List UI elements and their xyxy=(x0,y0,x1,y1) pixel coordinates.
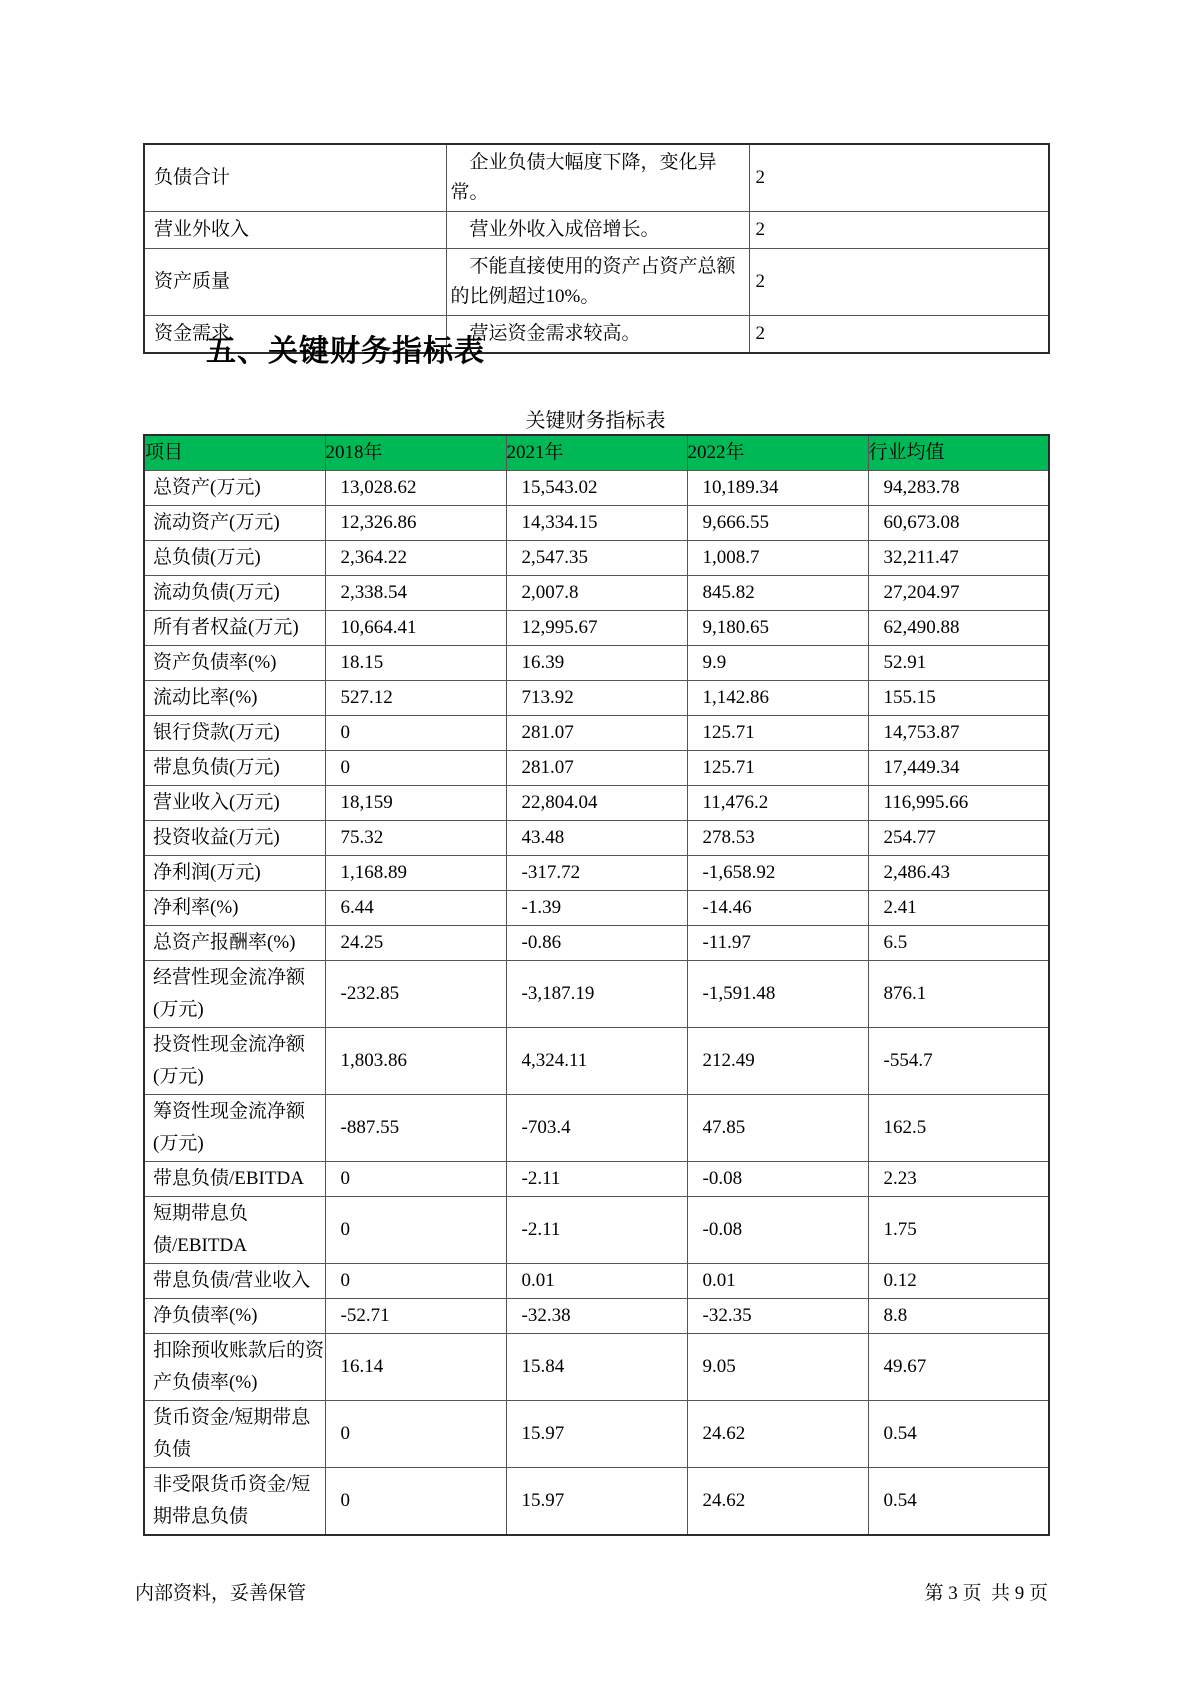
value-2021-cell: 2,007.8 xyxy=(506,576,687,611)
table-row xyxy=(144,646,1049,681)
indicator-label-cell: 总资产报酬率(%) xyxy=(144,926,325,961)
table-row xyxy=(144,1401,1049,1468)
value-2018-cell: -232.85 xyxy=(325,961,506,1028)
value-2022-cell: 9.9 xyxy=(687,646,868,681)
value-2021-cell: 12,995.67 xyxy=(506,611,687,646)
value-2018-cell: 0 xyxy=(325,1401,506,1468)
table-row xyxy=(144,1162,1049,1197)
industry-average-cell: 254.77 xyxy=(868,821,1049,856)
value-2021-cell: -3,187.19 xyxy=(506,961,687,1028)
value-2021-cell: -2.11 xyxy=(506,1162,687,1197)
risk-score-cell: 2 xyxy=(749,249,1049,316)
confidentiality-notice: 内部资料，妥善保管 xyxy=(135,1583,307,1604)
value-2021-cell: 15,543.02 xyxy=(506,471,687,506)
value-2022-cell: 278.53 xyxy=(687,821,868,856)
industry-average-cell: 49.67 xyxy=(868,1334,1049,1401)
indicator-label-cell: 带息负债/EBITDA xyxy=(144,1162,325,1197)
risk-description-cell: 营运资金需求较高。 xyxy=(446,316,749,354)
industry-average-cell: 0.54 xyxy=(868,1468,1049,1536)
risk-description-cell: 营业外收入成倍增长。 xyxy=(446,212,749,249)
indicator-label-cell: 净负债率(%) xyxy=(144,1299,325,1334)
value-2018-cell: 0 xyxy=(325,716,506,751)
indicator-header-row xyxy=(144,435,1049,471)
industry-average-cell: -554.7 xyxy=(868,1028,1049,1095)
table-row xyxy=(144,786,1049,821)
value-2022-cell: -14.46 xyxy=(687,891,868,926)
value-2022-cell: 9,666.55 xyxy=(687,506,868,541)
value-2021-cell: 281.07 xyxy=(506,716,687,751)
industry-average-cell: 94,283.78 xyxy=(868,471,1049,506)
value-2018-cell: 1,168.89 xyxy=(325,856,506,891)
column-header-item: 项目 xyxy=(144,435,325,471)
indicator-label-cell: 流动资产(万元) xyxy=(144,506,325,541)
indicator-label-cell: 流动负债(万元) xyxy=(144,576,325,611)
value-2022-cell: -1,658.92 xyxy=(687,856,868,891)
value-2018-cell: 0 xyxy=(325,1197,506,1264)
value-2021-cell: 22,804.04 xyxy=(506,786,687,821)
indicator-label-cell: 营业收入(万元) xyxy=(144,786,325,821)
industry-average-cell: 2.23 xyxy=(868,1162,1049,1197)
industry-average-cell: 14,753.87 xyxy=(868,716,1049,751)
column-header-industry-average: 行业均值 xyxy=(868,435,1049,471)
indicator-label-cell: 筹资性现金流净额(万元) xyxy=(144,1095,325,1162)
industry-average-cell: 6.5 xyxy=(868,926,1049,961)
value-2022-cell: 9.05 xyxy=(687,1334,868,1401)
value-2021-cell: 0.01 xyxy=(506,1264,687,1299)
industry-average-cell: 0.54 xyxy=(868,1401,1049,1468)
value-2018-cell: 527.12 xyxy=(325,681,506,716)
risk-item-cell: 负债合计 xyxy=(144,144,446,212)
indicator-label-cell: 短期带息负债/EBITDA xyxy=(144,1197,325,1264)
risk-description-cell: 企业负债大幅度下降，变化异常。 xyxy=(446,144,749,212)
table-row xyxy=(144,144,1049,212)
value-2022-cell: 125.71 xyxy=(687,751,868,786)
risk-description-cell: 不能直接使用的资产占资产总额的比例超过10%。 xyxy=(446,249,749,316)
value-2022-cell: -1,591.48 xyxy=(687,961,868,1028)
table-row xyxy=(144,821,1049,856)
indicator-label-cell: 非受限货币资金/短期带息负债 xyxy=(144,1468,325,1536)
industry-average-cell: 0.12 xyxy=(868,1264,1049,1299)
industry-average-cell: 8.8 xyxy=(868,1299,1049,1334)
value-2022-cell: -0.08 xyxy=(687,1197,868,1264)
table-row xyxy=(144,506,1049,541)
industry-average-cell: 116,995.66 xyxy=(868,786,1049,821)
value-2021-cell: 15.97 xyxy=(506,1401,687,1468)
risk-score-cell: 2 xyxy=(749,316,1049,354)
table-row xyxy=(144,541,1049,576)
risk-table-body xyxy=(144,144,1049,353)
indicator-label-cell: 流动比率(%) xyxy=(144,681,325,716)
industry-average-cell: 1.75 xyxy=(868,1197,1049,1264)
value-2018-cell: -52.71 xyxy=(325,1299,506,1334)
value-2021-cell: 15.84 xyxy=(506,1334,687,1401)
value-2021-cell: -32.38 xyxy=(506,1299,687,1334)
value-2018-cell: 0 xyxy=(325,1162,506,1197)
value-2022-cell: 125.71 xyxy=(687,716,868,751)
industry-average-cell: 2,486.43 xyxy=(868,856,1049,891)
value-2018-cell: 1,803.86 xyxy=(325,1028,506,1095)
indicator-label-cell: 投资性现金流净额(万元) xyxy=(144,1028,325,1095)
table-row xyxy=(144,891,1049,926)
value-2021-cell: 14,334.15 xyxy=(506,506,687,541)
table-row xyxy=(144,212,1049,249)
value-2022-cell: 0.01 xyxy=(687,1264,868,1299)
value-2022-cell: 9,180.65 xyxy=(687,611,868,646)
value-2018-cell: 24.25 xyxy=(325,926,506,961)
value-2018-cell: 10,664.41 xyxy=(325,611,506,646)
industry-average-cell: 62,490.88 xyxy=(868,611,1049,646)
table-row xyxy=(144,1468,1049,1536)
table-row xyxy=(144,751,1049,786)
page-footer xyxy=(135,1578,1048,1605)
indicator-label-cell: 所有者权益(万元) xyxy=(144,611,325,646)
column-header-2022: 2022年 xyxy=(687,435,868,471)
value-2022-cell: -32.35 xyxy=(687,1299,868,1334)
section-heading: 五、关键财务指标表 xyxy=(206,335,485,368)
indicator-label-cell: 总负债(万元) xyxy=(144,541,325,576)
industry-average-cell: 27,204.97 xyxy=(868,576,1049,611)
table-row xyxy=(144,716,1049,751)
risk-item-cell: 资金需求 xyxy=(144,316,446,354)
value-2021-cell: 713.92 xyxy=(506,681,687,716)
industry-average-cell: 876.1 xyxy=(868,961,1049,1028)
table-row xyxy=(144,1095,1049,1162)
indicator-label-cell: 带息负债/营业收入 xyxy=(144,1264,325,1299)
table-row xyxy=(144,856,1049,891)
table-row xyxy=(144,471,1049,506)
industry-average-cell: 2.41 xyxy=(868,891,1049,926)
table-row xyxy=(144,576,1049,611)
table-row xyxy=(144,611,1049,646)
value-2021-cell: -1.39 xyxy=(506,891,687,926)
value-2018-cell: 16.14 xyxy=(325,1334,506,1401)
indicator-table-body xyxy=(144,471,1049,1536)
risk-item-cell: 营业外收入 xyxy=(144,212,446,249)
table-row xyxy=(144,1028,1049,1095)
value-2021-cell: -317.72 xyxy=(506,856,687,891)
industry-average-cell: 162.5 xyxy=(868,1095,1049,1162)
value-2021-cell: 15.97 xyxy=(506,1468,687,1536)
value-2021-cell: 4,324.11 xyxy=(506,1028,687,1095)
value-2022-cell: 47.85 xyxy=(687,1095,868,1162)
value-2021-cell: 281.07 xyxy=(506,751,687,786)
indicator-table xyxy=(143,434,1050,1536)
risk-score-cell: 2 xyxy=(749,144,1049,212)
value-2021-cell: 43.48 xyxy=(506,821,687,856)
page-number: 第 3 页 共 9 页 xyxy=(924,1583,1048,1604)
table-row xyxy=(144,1197,1049,1264)
value-2018-cell: 18.15 xyxy=(325,646,506,681)
value-2018-cell: 0 xyxy=(325,1264,506,1299)
table-row xyxy=(144,1264,1049,1299)
value-2022-cell: 1,142.86 xyxy=(687,681,868,716)
industry-average-cell: 32,211.47 xyxy=(868,541,1049,576)
value-2018-cell: 2,364.22 xyxy=(325,541,506,576)
indicator-label-cell: 带息负债(万元) xyxy=(144,751,325,786)
value-2022-cell: -11.97 xyxy=(687,926,868,961)
table-row xyxy=(144,681,1049,716)
value-2018-cell: 75.32 xyxy=(325,821,506,856)
table-row xyxy=(144,1334,1049,1401)
risk-table xyxy=(143,143,1050,354)
indicator-label-cell: 货币资金/短期带息负债 xyxy=(144,1401,325,1468)
risk-score-cell: 2 xyxy=(749,212,1049,249)
column-header-2021: 2021年 xyxy=(506,435,687,471)
indicator-label-cell: 总资产(万元) xyxy=(144,471,325,506)
value-2022-cell: 10,189.34 xyxy=(687,471,868,506)
value-2022-cell: 24.62 xyxy=(687,1401,868,1468)
indicator-label-cell: 投资收益(万元) xyxy=(144,821,325,856)
value-2018-cell: 0 xyxy=(325,751,506,786)
value-2018-cell: 0 xyxy=(325,1468,506,1536)
value-2021-cell: -2.11 xyxy=(506,1197,687,1264)
table-row xyxy=(144,1299,1049,1334)
indicator-label-cell: 银行贷款(万元) xyxy=(144,716,325,751)
value-2018-cell: 18,159 xyxy=(325,786,506,821)
value-2022-cell: 24.62 xyxy=(687,1468,868,1536)
indicator-label-cell: 资产负债率(%) xyxy=(144,646,325,681)
value-2022-cell: -0.08 xyxy=(687,1162,868,1197)
industry-average-cell: 17,449.34 xyxy=(868,751,1049,786)
value-2021-cell: 2,547.35 xyxy=(506,541,687,576)
value-2022-cell: 845.82 xyxy=(687,576,868,611)
value-2021-cell: -703.4 xyxy=(506,1095,687,1162)
indicator-label-cell: 经营性现金流净额(万元) xyxy=(144,961,325,1028)
value-2018-cell: 6.44 xyxy=(325,891,506,926)
table-row xyxy=(144,249,1049,316)
value-2021-cell: 16.39 xyxy=(506,646,687,681)
industry-average-cell: 52.91 xyxy=(868,646,1049,681)
value-2021-cell: -0.86 xyxy=(506,926,687,961)
risk-item-cell: 资产质量 xyxy=(144,249,446,316)
value-2018-cell: 2,338.54 xyxy=(325,576,506,611)
table-row xyxy=(144,926,1049,961)
indicator-label-cell: 净利率(%) xyxy=(144,891,325,926)
value-2022-cell: 212.49 xyxy=(687,1028,868,1095)
table-row xyxy=(144,961,1049,1028)
value-2018-cell: 13,028.62 xyxy=(325,471,506,506)
column-header-2018: 2018年 xyxy=(325,435,506,471)
indicator-table-title: 关键财务指标表 xyxy=(525,410,666,432)
industry-average-cell: 60,673.08 xyxy=(868,506,1049,541)
industry-average-cell: 155.15 xyxy=(868,681,1049,716)
value-2018-cell: 12,326.86 xyxy=(325,506,506,541)
value-2022-cell: 11,476.2 xyxy=(687,786,868,821)
indicator-label-cell: 扣除预收账款后的资产负债率(%) xyxy=(144,1334,325,1401)
value-2018-cell: -887.55 xyxy=(325,1095,506,1162)
value-2022-cell: 1,008.7 xyxy=(687,541,868,576)
indicator-label-cell: 净利润(万元) xyxy=(144,856,325,891)
